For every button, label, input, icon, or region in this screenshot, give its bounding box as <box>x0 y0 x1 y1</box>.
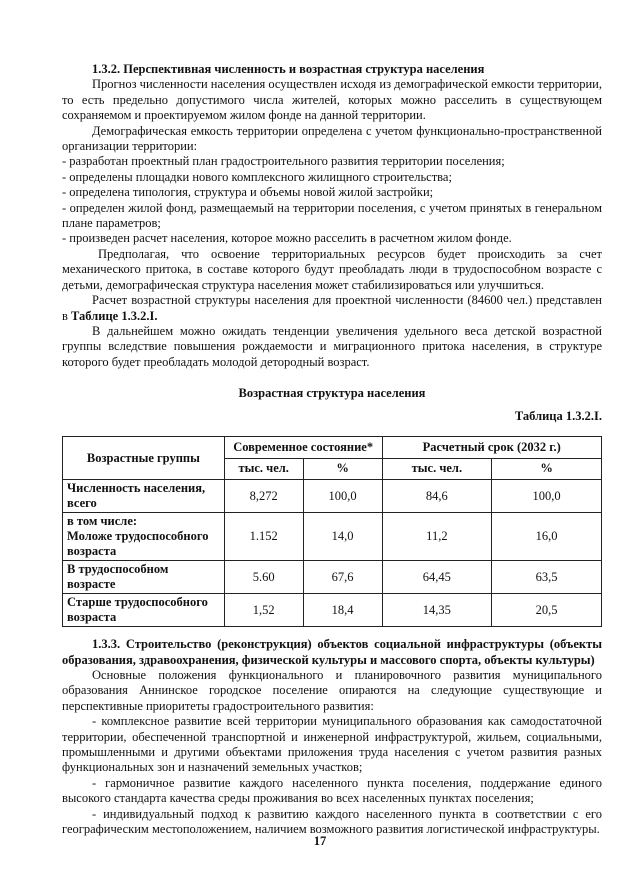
table-row <box>63 513 602 561</box>
paragraph: Демографическая емкость территории определена с учетом функционально-пространственной организации территории: <box>62 123 602 154</box>
cell-current-thousand: 1.152 <box>224 513 303 561</box>
paragraph: Прогноз численности населения осуществлен исходя из демографической емкости территории, то есть предельно допустимого числа жителей, которых можно расселить в существующем сохраняемом и проектируемом жилом фонде на данной территории. <box>62 77 602 123</box>
section-heading-1-3-3: 1.3.3. Строительство (реконструкция) объектов социальной инфраструктуры (объекты образования, здравоохранения, физической культуры и массового спорта, объекты культуры) <box>62 637 602 667</box>
table-reference-link: Таблице 1.3.2.I. <box>71 308 158 323</box>
spacer <box>62 627 602 637</box>
list-item: - индивидуальный подход к развитию каждого населенного пункта в соответствии с его географическим местоположением, наличием возможного развития логистической инфраструктуры. <box>62 806 602 836</box>
list-item: - гармоничное развитие каждого населенного пункта поселения, поддержание единого высокого стандарта качества среды проживания во всех населенных пунктах поселения; <box>62 775 602 806</box>
table-row <box>63 561 602 594</box>
cell-future-thousand: 64,45 <box>382 561 492 594</box>
row-label-main: Моложе трудоспособного возраста <box>67 529 209 559</box>
row-label-prefix: в том числе: <box>67 514 138 529</box>
cell-current-percent: 18,4 <box>303 594 382 627</box>
cell-future-percent: 63,5 <box>492 561 602 594</box>
age-structure-table <box>62 436 602 627</box>
cell-future-thousand: 11,2 <box>382 513 492 561</box>
paragraph-text: Расчет возрастной структуры населения для проектной численности (84600 чел.) представлен в <box>62 293 602 323</box>
row-label: Численность населения, всего <box>63 480 225 513</box>
table-row <box>63 480 602 513</box>
cell-current-thousand: 1,52 <box>224 594 303 627</box>
table-header-row <box>63 437 602 459</box>
cell-future-percent: 16,0 <box>492 513 602 561</box>
table-row <box>63 594 602 627</box>
paragraph: В дальнейшем можно ожидать тенденции увеличения удельного веса детской возрастной группы вследствие повышения рождаемости и миграционного притока населения, в структуре которого будет преобладать молодой детородный возраст. <box>62 323 602 369</box>
list-item: - произведен расчет населения, которое можно расселить в расчетном жилом фонде. <box>62 231 512 246</box>
row-label: Старше трудоспособного возраста <box>63 594 225 627</box>
unit-percent: % <box>303 458 382 480</box>
list-item: - комплексное развитие всей территории муниципального образования как самодостаточной территории, обеспеченной транспортной и инженерной инфраструктурой, жильем, социальными, промышленными и другими объектами приложения труда населения с учетом развития разных функциональных зон и назначений земельных участков; <box>62 714 602 775</box>
table-number: Таблица 1.3.2.I. <box>514 409 602 424</box>
unit-percent: % <box>492 458 602 480</box>
page-content <box>62 62 602 837</box>
unit-thousand: тыс. чел. <box>224 458 303 480</box>
unit-thousand: тыс. чел. <box>382 458 492 480</box>
row-label: В трудоспособном возрасте <box>63 561 225 594</box>
cell-future-percent: 100,0 <box>492 480 602 513</box>
header-current-state: Современное состояние* <box>224 437 382 459</box>
cell-future-thousand: 14,35 <box>382 594 492 627</box>
cell-current-thousand: 8,272 <box>224 480 303 513</box>
row-label <box>63 513 225 561</box>
list-item: - определены площадки нового комплексного жилищного строительства; <box>62 169 452 184</box>
page-number: 17 <box>313 834 327 848</box>
cell-current-thousand: 5.60 <box>224 561 303 594</box>
list-item: - разработан проектный план градостроительного развития территории поселения; <box>62 154 505 169</box>
cell-current-percent: 67,6 <box>303 561 382 594</box>
cell-current-percent: 100,0 <box>303 480 382 513</box>
cell-future-thousand: 84,6 <box>382 480 492 513</box>
table-caption: Возрастная структура населения <box>238 386 426 401</box>
section-heading-1-3-2: 1.3.2. Перспективная численность и возрастная структура населения <box>92 62 485 76</box>
header-age-groups: Возрастные группы <box>63 437 225 480</box>
paragraph <box>62 293 602 324</box>
header-future-term: Расчетный срок (2032 г.) <box>382 437 602 459</box>
cell-future-percent: 20,5 <box>492 594 602 627</box>
paragraph: Основные положения функционального и планировочного развития муниципального образования Аннинское городское поселение опираются на следующие существующие и перспективные приоритеты градостроительного развития: <box>62 667 602 713</box>
cell-current-percent: 14,0 <box>303 513 382 561</box>
list-item: - определен жилой фонд, размещаемый на территории поселения, с учетом принятых в генеральном плане параметров; <box>62 200 602 231</box>
paragraph: Предполагая, что освоение территориальных ресурсов будет происходить за счет механического притока, в составе которого будут преобладать люди в трудоспособном возрасте с детьми, демографическая структура населения может стабилизироваться или улучшиться. <box>62 246 602 292</box>
list-item: - определена типология, структура и объемы новой жилой застройки; <box>62 185 434 200</box>
